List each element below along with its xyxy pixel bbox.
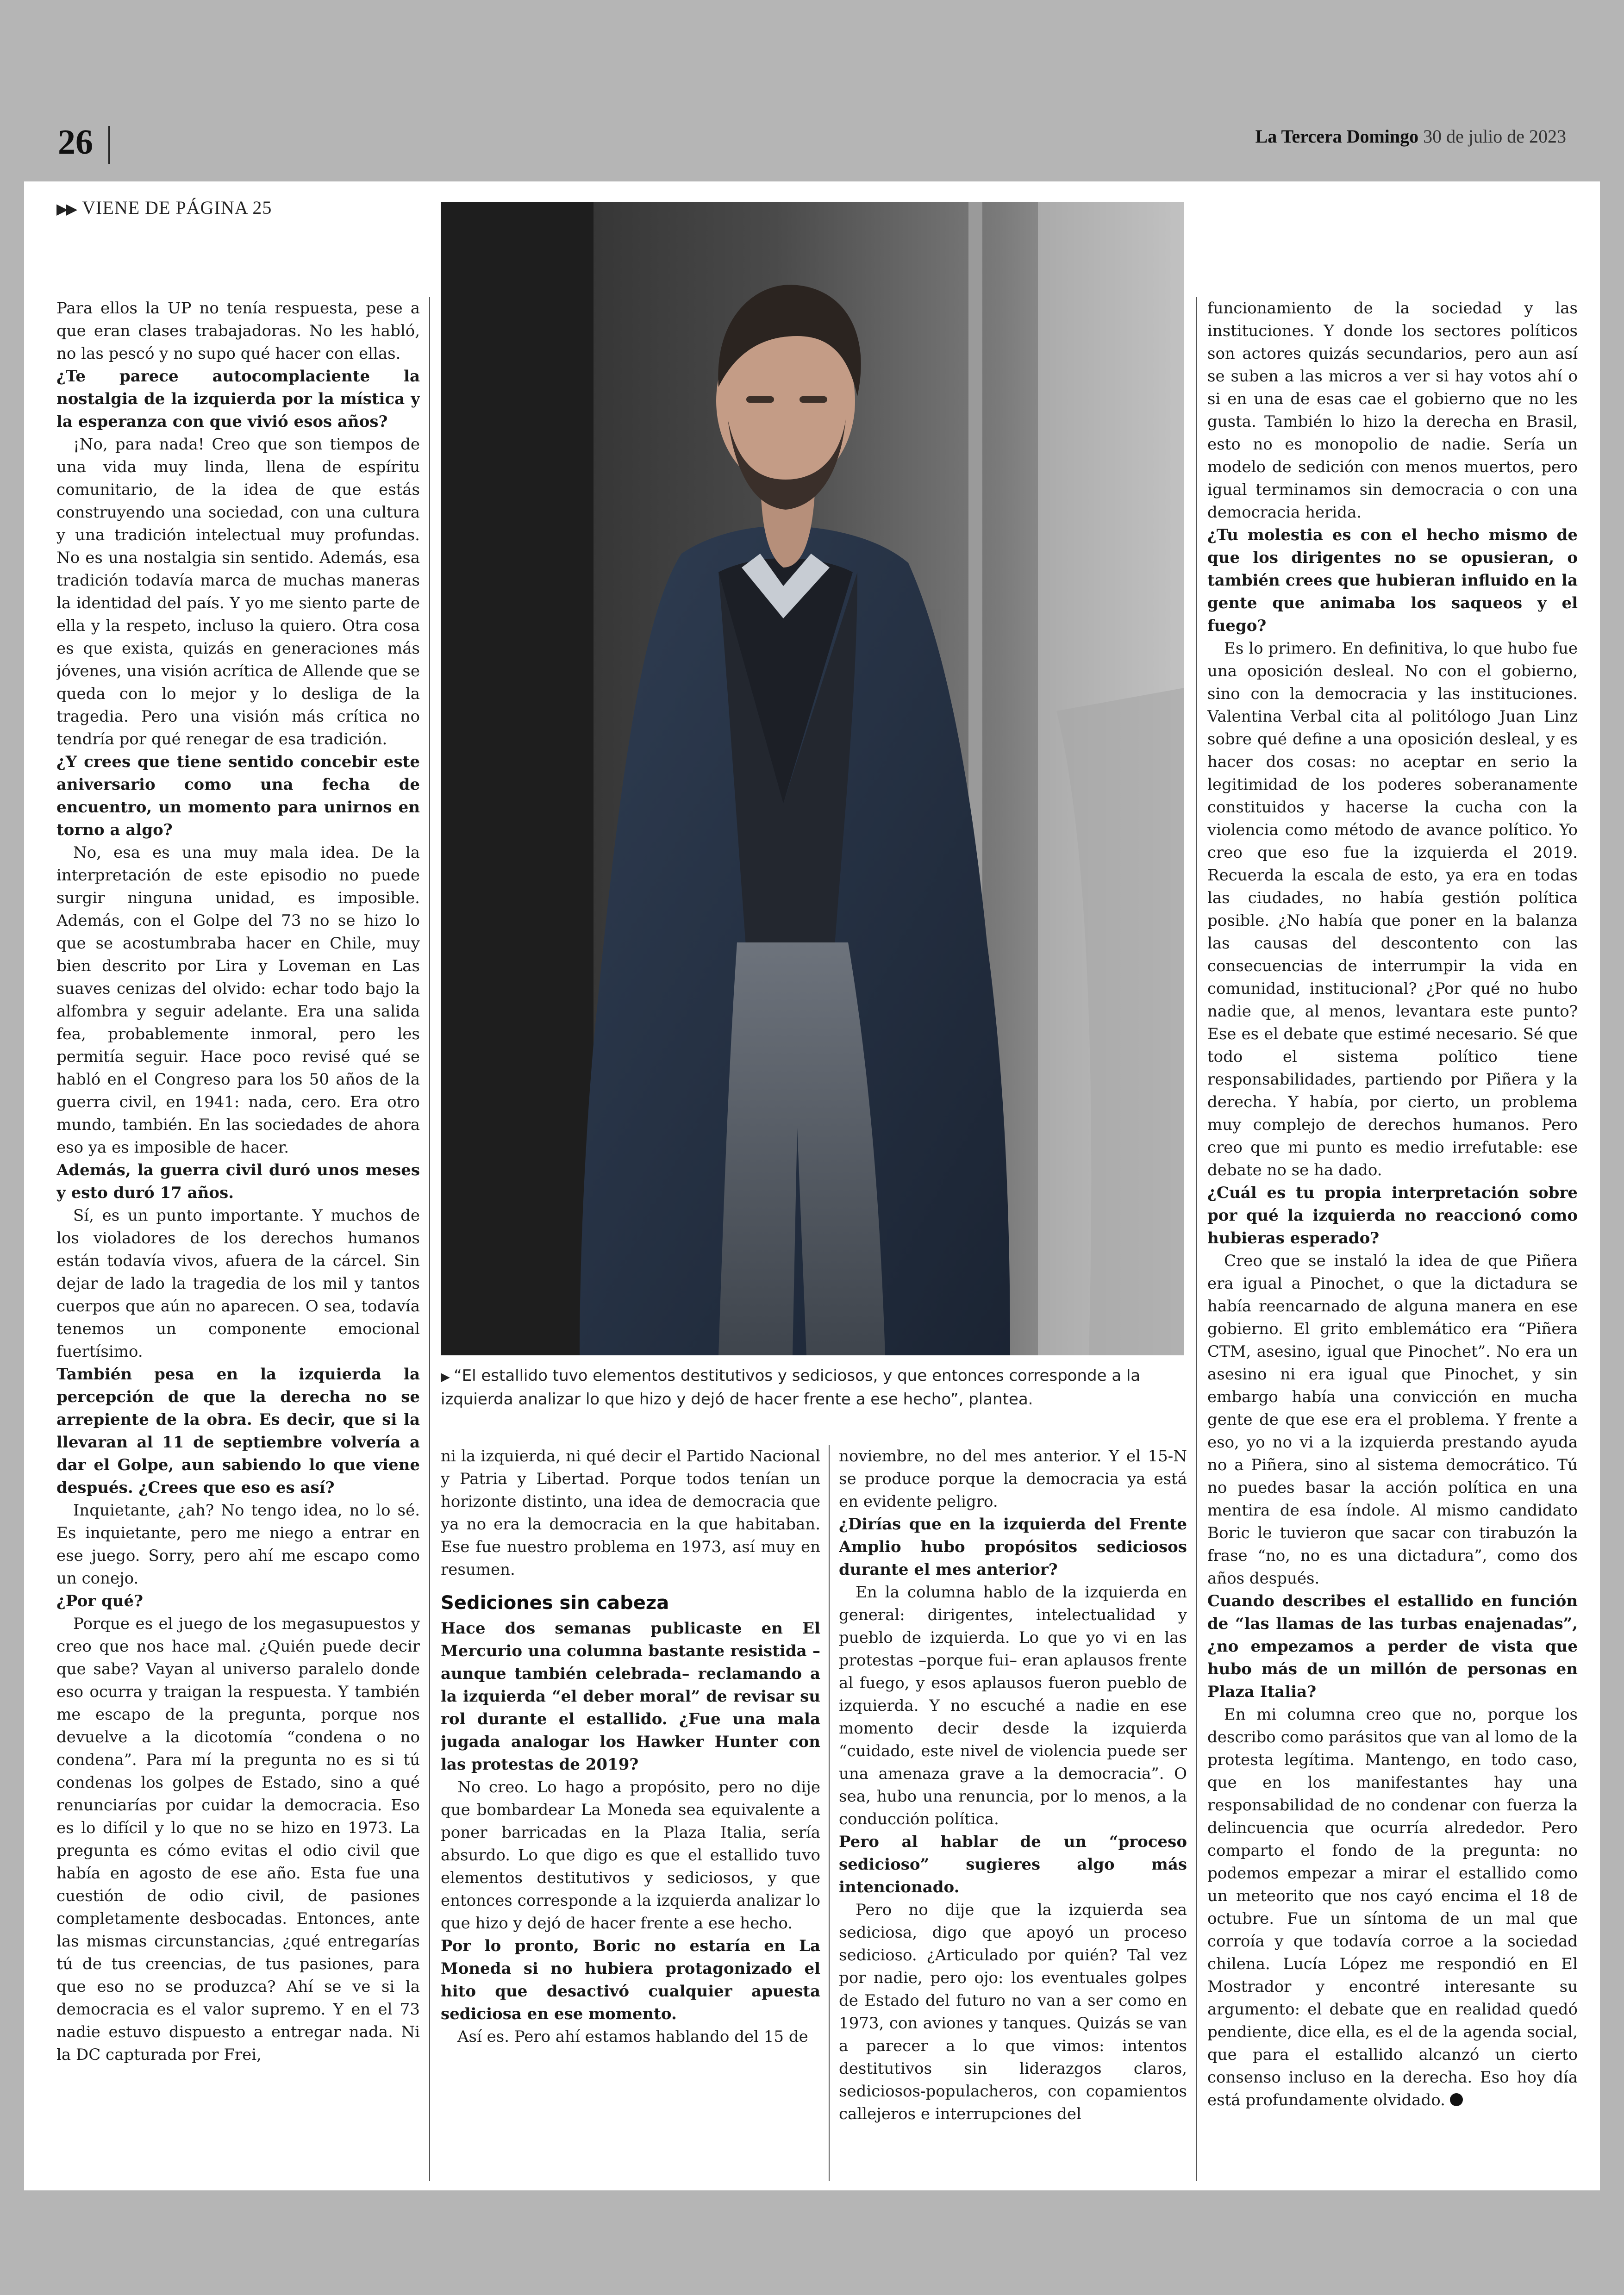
interview-question: ¿Cuál es tu propia interpretación sobre por qué la izquierda no reaccionó como hubieras esperado?: [1207, 1184, 1578, 1247]
interview-answer: ni la izquierda, ni qué decir el Partido Nacional y Patria y Libertad. Porque todos tenían un horizonte distinto, una idea de democracia que ya no era la democracia en la que habitaban. Ese fue nuestro problema en 1973, así muy en resumen.: [441, 1447, 820, 1579]
interview-question: Además, la guerra civil duró unos meses y esto duró 17 años.: [56, 1161, 420, 1202]
interview-question: Hace dos semanas publicaste en El Mercurio una columna bastante resistida –aunque también celebrada– reclamando a la izquierda “el deber moral” de revisar su rol durante el estallido. ¿Fue una mala jugada analogar los Hawker Hunter con las protestas de 2019?: [441, 1619, 820, 1774]
article-column-1: [56, 297, 420, 2181]
publication-name: La Tercera Domingo: [1255, 126, 1419, 147]
interview-answer: No, esa es una muy mala idea. De la interpretación de este episodio no puede surgir ninguna unidad, es imposible. Además, con el Golpe del 73 no se hizo lo que se acostumbraba hacer en Chile, muy bien descrito por Lira y Loveman en Las suaves cenizas del olvido: echar todo bajo la alfombra y seguir adelante. Era una salida fea, probablemente inmoral, pero les permitía seguir. Hace poco revisé qué se habló en el Congreso para los 50 años de la guerra civil, en 1941: nada, cero. Era otro mundo, también. En las sociedades de ahora eso ya es imposible de hacer.: [56, 843, 420, 1157]
folio-divider: [108, 126, 110, 164]
interview-answer: Porque es el juego de los megasupuestos y creo que nos hace mal. ¿Quién puede decir que sabe? Vayan al universo paralelo donde eso ocurra y traigan la respuesta. Y también me escapo de la pregunta, porque nos devuelve a la dicotomía “condena o no condena”. Para mí la pregunta no es si tú condenas los golpes de Estado, sino a qué renunciarías por cuidar la democracia. Eso es lo difícil y lo que no se hizo en 1973. La pregunta es cómo evitas el odio civil que había en agosto de ese año. Esta fue una cuestión de odio civil, de pasiones completamente desbocadas. Entonces, ante las mismas circunstancias, ¿qué entregarías tú de tus creencias, de tus pasiones, para que eso no se produzca? Ahí se ve si la democracia es el valor supremo. Y en el 73 nadie estuvo dispuesto a entregar nada. Ni la DC capturada por Frei,: [56, 1615, 420, 2064]
kicker-text: VIENE DE PÁGINA 25: [82, 197, 272, 218]
column-rule-1: [429, 297, 430, 2181]
column-rule-2: [829, 1445, 830, 2181]
interview-question: ¿Tu molestia es con el hecho mismo de que los dirigentes no se opusieran, o también crees que hubieran influido en la gente que animaba los saqueos y el fuego?: [1207, 526, 1578, 635]
article-column-3: [839, 1445, 1187, 2181]
interview-question: ¿Te parece autocomplaciente la nostalgia de la izquierda por la mística y la esperanza con que vivió esos años?: [56, 367, 420, 431]
interview-question: ¿Por qué?: [56, 1592, 144, 1610]
interview-question: Por lo pronto, Boric no estaría en La Moneda si no hubiera protagonizado el hito que desactivó cualquier apuesta sediciosa en ese momento.: [441, 1937, 820, 2023]
caption-text: “El estallido tuvo elementos destitutivos y sediciosos, y que entonces corresponde a la izquierda analizar lo que hizo y dejó de hacer frente a ese hecho”, plantea.: [441, 1366, 1141, 1409]
double-arrow-icon: ▶▶: [56, 200, 76, 217]
interview-question: Pero al hablar de un “proceso sedicioso” sugieres algo más intencionado.: [839, 1833, 1187, 1896]
interview-question: También pesa en la izquierda la percepción de que la derecha no se arrepiente de la obra. Es decir, que si la llevaran al 11 de septiembre volvería a dar el Golpe, aun sabiendo lo que viene después. ¿Crees que eso es así?: [56, 1365, 420, 1497]
interview-answer: No creo. Lo hago a propósito, pero no dije que bombardear La Moneda sea equivalente a poner barricadas en la Plaza Italia, sería absurdo. Lo que digo es que el estallido tuvo elementos destitutivos y sediciosos, y que entonces corresponde a la izquierda analizar lo que hizo y dejó de hacer frente a ese hecho.: [441, 1778, 820, 1933]
interview-answer: Pero no dije que la izquierda sea sediciosa, digo que apoyó un proceso sedicioso. ¿Articulado por quién? Tal vez por nadie, pero ojo: los eventuales golpes de Estado del futuro no van a ser como en 1973, con aviones y tanques. Quizás se van a parecer a lo que vimos: intentos destitutivos sin liderazgos claros, sediciosos-populacheros, con copamientos callejeros e interrupciones del: [839, 1901, 1187, 2123]
newspaper-page: [24, 181, 1600, 2190]
interview-answer: En la columna hablo de la izquierda en general: dirigentes, intelectualidad y pueblo de izquierda. Lo que yo vi en las protestas –porque fui– eran aplausos frente al fuego, y esos aplausos fueron pueblo de izquierda. Y no escuché a nadie en ese momento decir desde la izquierda “cuidado, este nivel de violencia puede ser una amenaza grave a la democracia”. O sea, hubo una renuncia, por lo menos, a la conducción política.: [839, 1583, 1187, 1828]
interview-answer: Así es. Pero ahí estamos hablando del 15 de: [457, 2027, 808, 2046]
end-of-article-mark: [1450, 2093, 1463, 2106]
caption-arrow-icon: ▶: [441, 1370, 450, 1384]
interview-answer: Sí, es un punto importante. Y muchos de los violadores de los derechos humanos están todavía vivos, afuera de la cárcel. Sin dejar de lado la tragedia de los mil y tantos cuerpos que aún no aparecen. O sea, todavía tenemos un componente emocional fuertísimo.: [56, 1206, 420, 1361]
column-rule-3: [1196, 297, 1197, 2181]
publication-date: 30 de julio de 2023: [1423, 126, 1566, 147]
interview-question: Cuando describes el estallido en función de “las llamas de las turbas enajenadas”, ¿no empezamos a perder de vista que hubo más de un millón de personas en Plaza Italia?: [1207, 1592, 1578, 1701]
continued-from-kicker: [56, 196, 272, 220]
interview-answer: Para ellos la UP no tenía respuesta, pese a que eran clases trabajadoras. No les habló, no las pescó y no supo qué hacer con ellas.: [56, 299, 420, 363]
masthead: [1255, 125, 1566, 148]
section-subheading: Sediciones sin cabeza: [441, 1592, 669, 1614]
interview-answer: ¡No, para nada! Creo que son tiempos de una vida muy linda, llena de espíritu comunitario, de la idea de que estás construyendo una sociedad, con una cultura y una tradición intelectual muy profundas. No es una nostalgia sin sentido. Además, esa tradición todavía marca de muchas maneras la identidad del país. Y yo me siento parte de ella y la respeto, incluso la quiero. Otra cosa es que exista, quizás en generaciones más jóvenes, una visión acrítica de Allende que se queda con lo mejor y lo desliga de la tragedia. Pero una visión más crítica no tendría por qué renegar de esa tradición.: [56, 435, 420, 748]
photo-portrait: [441, 202, 1184, 1355]
interview-question: ¿Y crees que tiene sentido concebir este aniversario como una fecha de encuentro, un momento para unirnos en torno a algo?: [56, 753, 420, 839]
interview-answer: noviembre, no del mes anterior. Y el 15-N se produce porque la democracia ya está en evidente peligro.: [839, 1447, 1187, 1511]
interview-answer: Inquietante, ¿ah? No tengo idea, no lo sé. Es inquietante, pero me niego a entrar en ese juego. Sorry, pero ahí me escapo como un conejo.: [56, 1501, 420, 1588]
page-number: 26: [58, 123, 93, 162]
photo-caption: [441, 1365, 1184, 1410]
article-column-4: [1207, 297, 1578, 2181]
article-column-2: [441, 1445, 820, 2181]
interview-answer: En mi columna creo que no, porque los describo como parásitos que van al lomo de la protesta legítima. Mantengo, en todo caso, que en los manifestantes hay una responsabilidad de no condenar con fuerza la delincuencia que ocurría alrededor. Pero comparto el fondo de la pregunta: no podemos empezar a mirar el estallido como un meteorito que nos cayó encima el 18 de octubre. Fue un síntoma de un mal que corroía y que todavía corroe a la sociedad chilena. Lucía López me respondió en El Mostrador y encontré interesante su argumento: el debate que en realidad quedó pendiente, dice ella, es el de la agenda social, que para el estallido alcanzó un cierto consenso incluso en la derecha. Eso hoy día está profundamente olvidado.: [1207, 1705, 1578, 2109]
interview-answer: Es lo primero. En definitiva, lo que hubo fue una oposición desleal. No con el gobierno, sino con la democracia y las instituciones. Valentina Verbal cita al politólogo Juan Linz sobre qué define a una oposición desleal, y es hacer dos cosas: no aceptar en serio la legitimidad de los poderes soberanamente constituidos y hacerse la cucha con la violencia como método de avance político. Yo creo que eso fue la izquierda el 2019. Recuerda la escala de esto, ya era en todas las ciudades, no había gestión política posible. ¿No había que poner en la balanza las causas del descontento con las consecuencias de interrumpir la vida en comunidad, institucional? ¿Por qué no hubo nadie que, al menos, levantara este punto? Ese es el debate que estimé necesario. Sé que todo el sistema político tiene responsabilidades, partiendo por Piñera y la derecha. Y había, por cierto, un problema muy complejo de derechos humanos. Pero creo que mi punto es medio irrefutable: ese debate no se ha dado.: [1207, 639, 1578, 1179]
interview-answer: funcionamiento de la sociedad y las instituciones. Y donde los sectores políticos son actores quizás secundarios, pero aun así se suben a las micros a ver si hay votos ahí o si en una de esas cae el gobierno que no les gusta. También lo hizo la derecha en Brasil, esto no es monopolio de nadie. Sería un modelo de sedición con menos muertos, pero igual terminamos sin democracia o con una democracia herida.: [1207, 299, 1578, 522]
interview-question: ¿Dirías que en la izquierda del Frente Amplio hubo propósitos sediciosos durante el mes anterior?: [839, 1515, 1187, 1579]
interview-answer: Creo que se instaló la idea de que Piñera era igual a Pinochet, o que la dictadura se había reencarnado de alguna manera en ese gobierno. El grito emblemático era “Piñera CTM, asesino, igual que Pinochet”. No era un asesino ni era igual que Pinochet, y sin embargo había una convicción en mucha gente de que ese era el problema. Y frente a eso, yo no vi a la izquierda prestando ayuda no a Piñera, sino al sistema democrático. Tú no puedes basar la acción política en una mentira de esa índole. Al mismo candidato Boric le tuvieron que sacar con tirabuzón la frase “no, no es una dictadura”, como dos años después.: [1207, 1252, 1578, 1588]
